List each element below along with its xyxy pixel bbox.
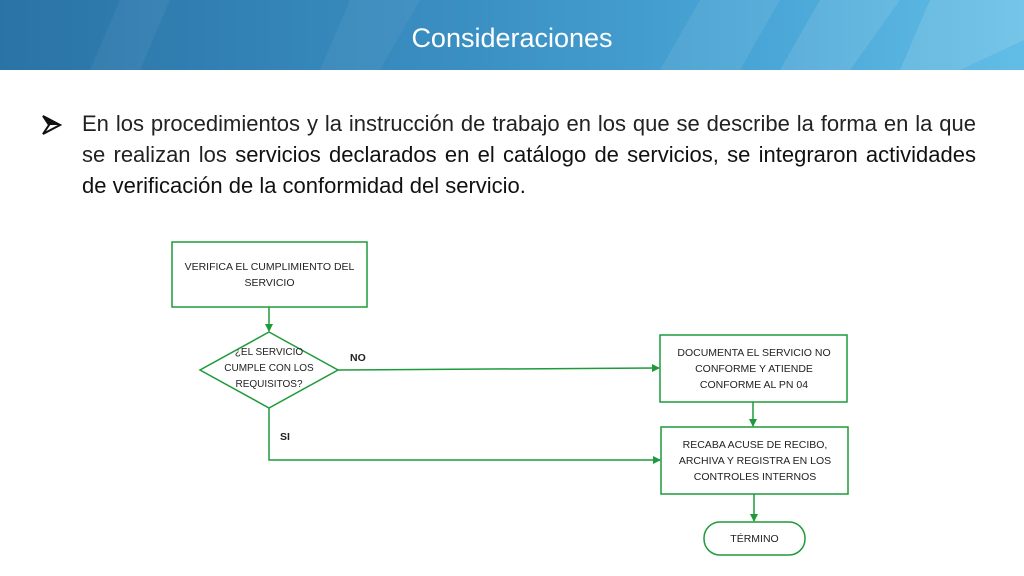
bullet-text-normal: En los procedimientos y la instrucción de trabajo en los que se describe la forma en la que se realizan los [82,111,976,167]
page-title: Consideraciones [411,23,613,53]
branch-si-label: SI [280,431,290,443]
verify-step-label: VERIFICA EL CUMPLIMIENTO DEL SERVICIO [184,261,355,289]
document-step-label: DOCUMENTA EL SERVICIO NO CONFORME Y ATIENDE CONFORME AL PN 04 [677,347,831,391]
connector-no-branch [338,368,659,370]
connector-si-branch [269,408,660,460]
end-label: TÉRMINO [730,533,779,545]
branch-no-label: NO [350,352,366,364]
bullet-text-emphasis: servicios declarados en el catálogo de servicios, se integraron actividades de verificación de la conformidad del servicio. [82,142,976,198]
decision-label: ¿EL SERVICIO CUMPLE CON LOS REQUISITOS? [224,347,314,390]
receipt-step-label: RECABA ACUSE DE RECIBO, ARCHIVA Y REGISTRA EN LOS CONTROLES INTERNOS [678,439,832,483]
